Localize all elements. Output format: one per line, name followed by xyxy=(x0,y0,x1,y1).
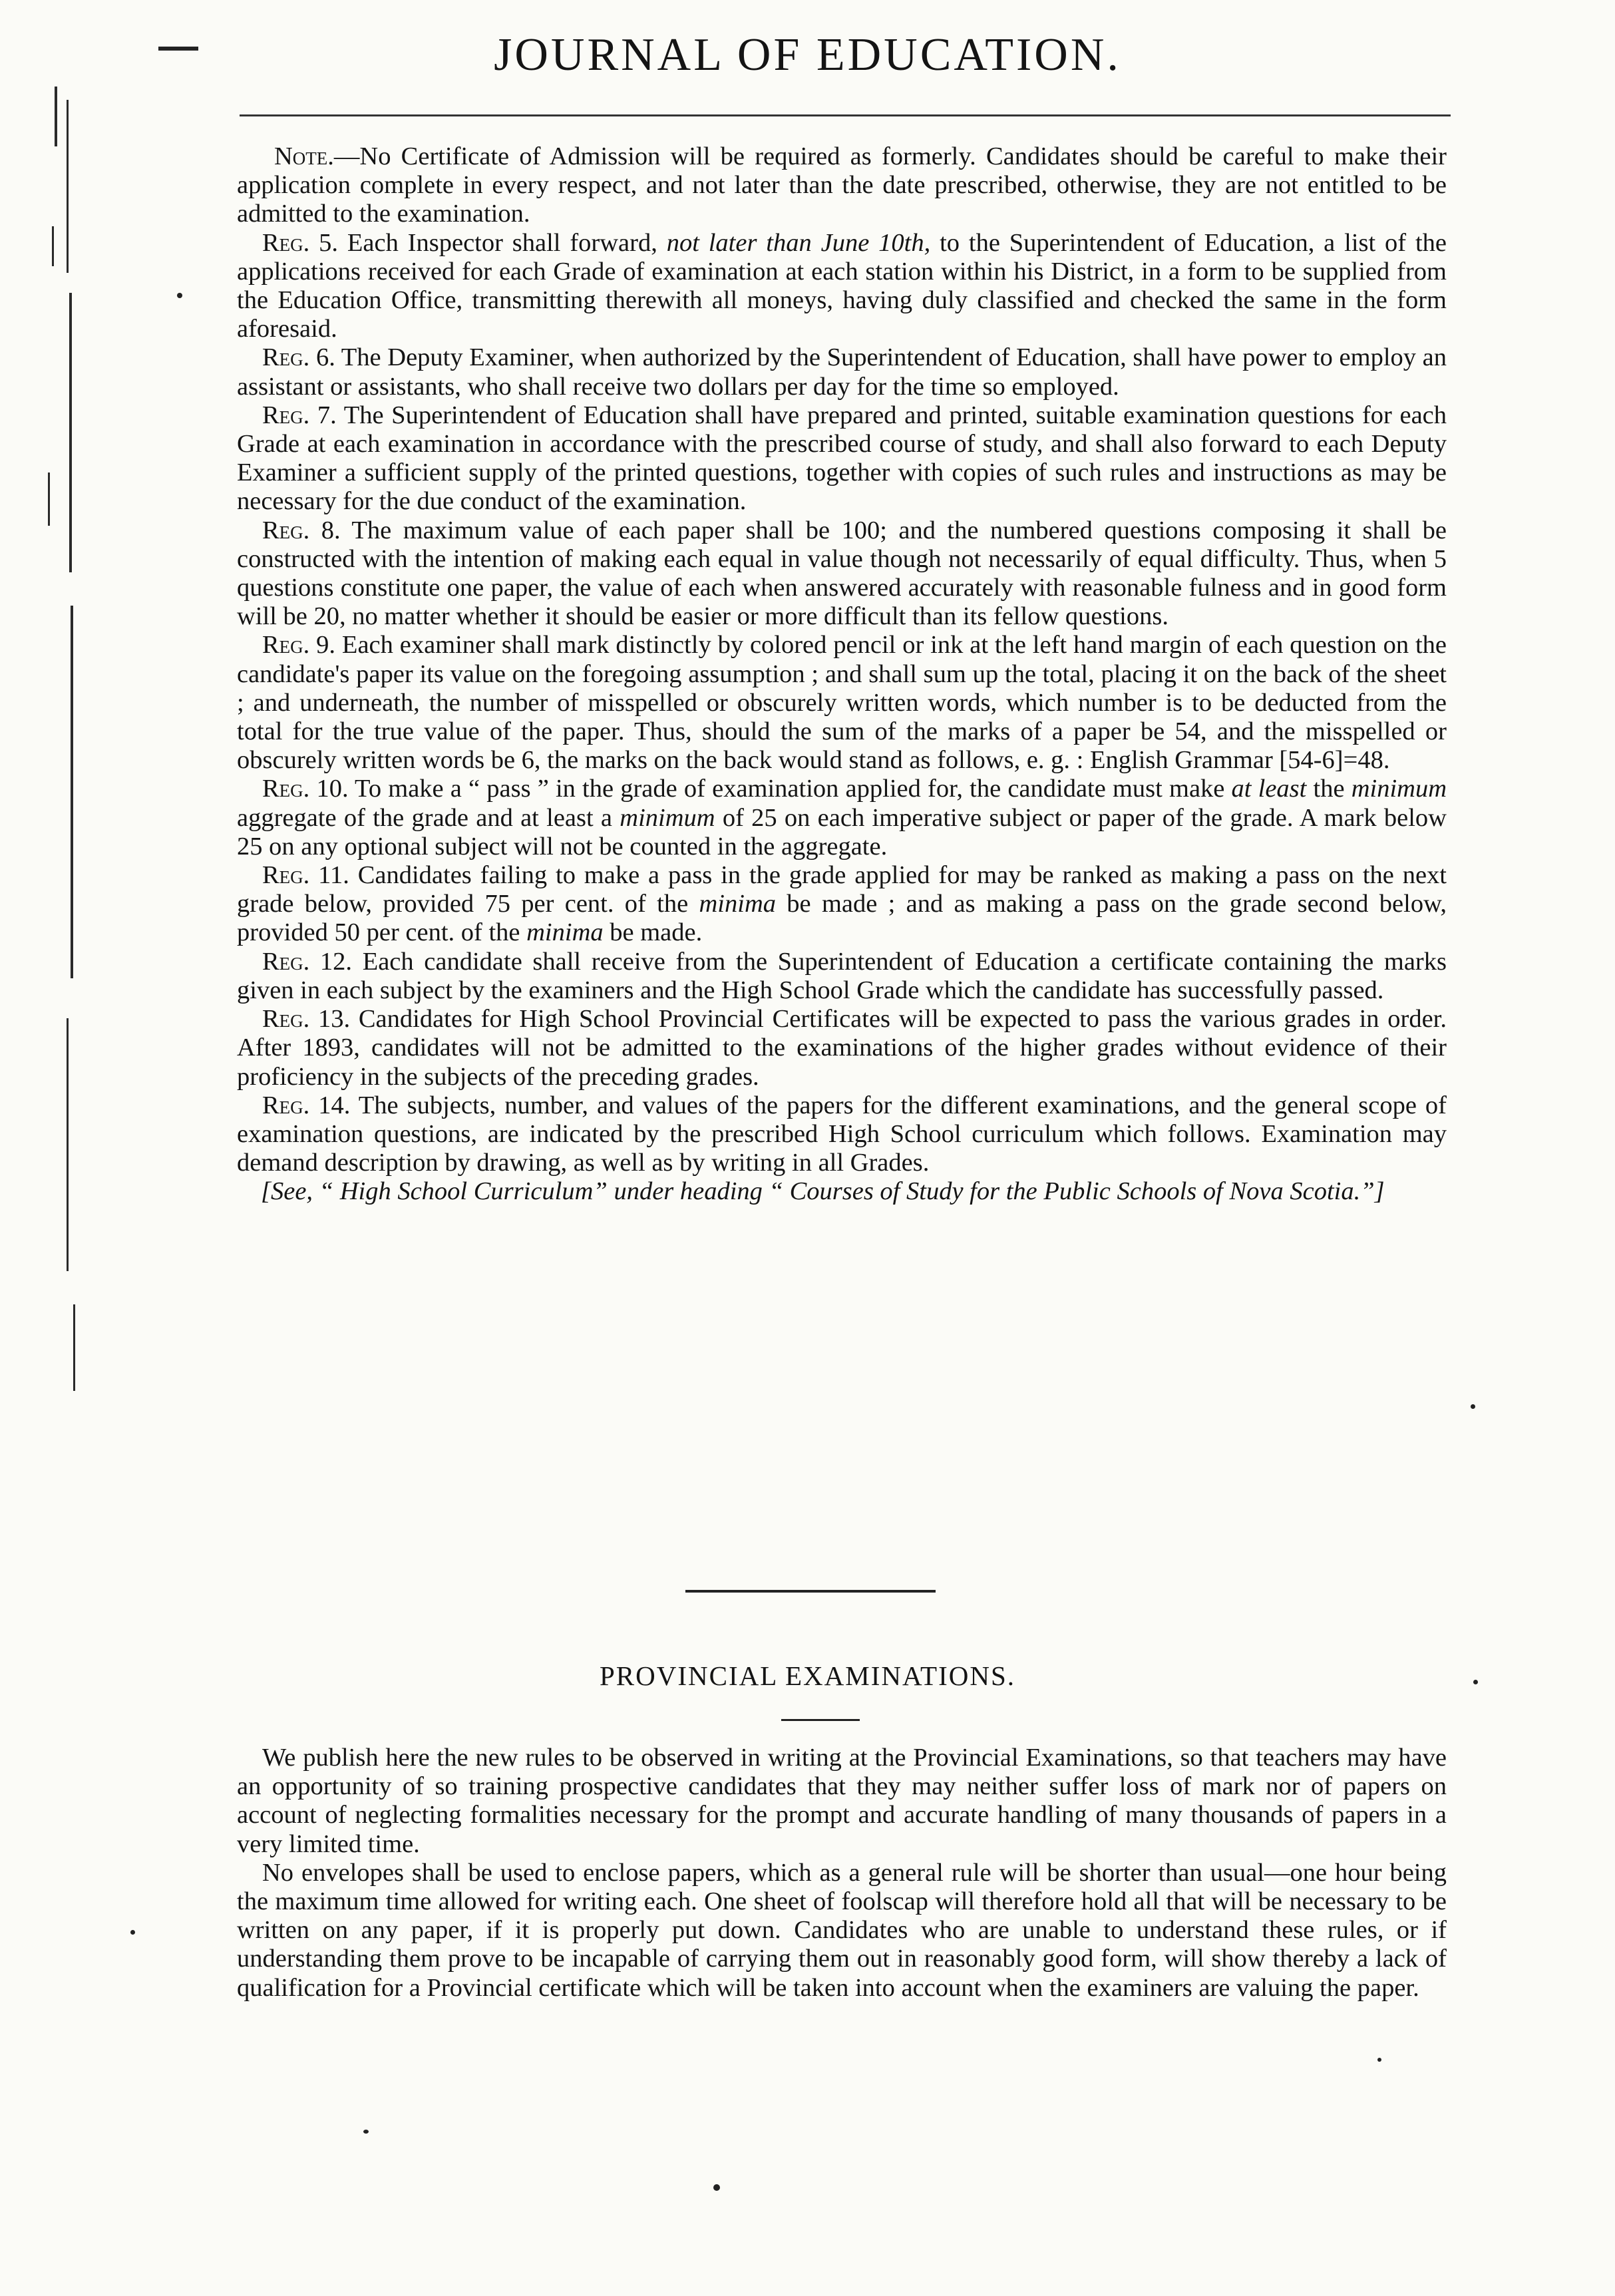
reg-12-text: Each candidate shall receive from the Superintendent of Education a certificate containing the marks given in each subject by the examiners and the High School Grade which the candidate has successfully passed. xyxy=(237,947,1447,1004)
scan-speck xyxy=(1471,1404,1475,1409)
reg-13 xyxy=(237,1005,1447,1091)
reg-7-label: Reg. 7. xyxy=(262,401,337,429)
reg-5-emphasis: not later than June 10th, xyxy=(666,228,931,257)
reg-9 xyxy=(237,631,1447,775)
reg-11-text-a: Candidates failing to make a pass in the grade applied for may be ranked as making a pass on the next grade below, provided 75 per cent. of the xyxy=(237,861,1447,918)
reg-10-text-d: of 25 on each imperative subject or paper of the grade. A mark below 25 on any optional subject will not be counted in the aggregate. xyxy=(237,803,1447,861)
reg-6-text: The Deputy Examiner, when authorized by the Superintendent of Education, shall have power to employ an assistant or assistants, who shall receive two dollars per day for the time so employed. xyxy=(237,343,1447,401)
note-label: Note. xyxy=(274,142,334,170)
section-title: PROVINCIAL EXAMINATIONS. xyxy=(599,1660,1016,1691)
provincial-paragraph-1: We publish here the new rules to be observed in writing at the Provincial Examinations, so that teachers may have an opportunity of so training prospective candidates that they may neither suffer loss of mark nor of papers on account of neglecting formalities necessary for the prompt and accurate handling of many thousands of papers in a very limited time. xyxy=(237,1744,1447,1858)
reg-9-text: Each examiner shall mark distinctly by colored pencil or ink at the left hand margin of each question on the candidate's paper its value on the foregoing assumption ; and shall sum up the total, placing it on the back of the sheet ; and underneath, the number of misspelled or obscurely written words, which number is to be deducted from the total for the true value of the paper. Thus, should the sum of the marks of a paper be 54, and the misspelled or obscurely written words be 6, the marks on the back would stand as follows, e. g. : English Grammar [54-6]=48. xyxy=(237,631,1447,775)
reg-10-emphasis-b: minimum xyxy=(1351,775,1447,803)
reg-5-text-a: Each Inspector shall forward, xyxy=(338,228,667,257)
scan-speck xyxy=(130,1930,135,1935)
reg-10-text-b: the xyxy=(1306,775,1351,803)
reg-11-label: Reg. 11. xyxy=(262,861,349,890)
reg-9-label: Reg. 9. xyxy=(262,631,336,660)
reg-11-emphasis-a: minima xyxy=(699,890,776,918)
reg-7 xyxy=(237,401,1447,516)
reg-6-label: Reg. 6. xyxy=(262,343,335,372)
reg-11-text-c: be made. xyxy=(603,918,703,947)
reg-10-emphasis-c: minimum xyxy=(620,803,715,832)
reg-10-label: Reg. 10. xyxy=(262,775,349,803)
reg-11-emphasis-b: minima xyxy=(526,918,604,947)
see-curriculum-note: [See, “ High School Curriculum” under heading “ Courses of Study for the Public Schools of Nova Scotia.”] xyxy=(261,1177,1385,1206)
title-underline-rule xyxy=(781,1719,860,1721)
running-head: JOURNAL OF EDUCATION. xyxy=(494,29,1121,81)
reg-7-text: The Superintendent of Education shall have prepared and printed, suitable examination questions for each Grade at each examination in accordance with the prescribed course of study, and shall also forward to each Deputy Examiner a sufficient supply of the printed questions, together with copies of such rules and instructions as may be necessary for the due conduct of the examination. xyxy=(237,401,1447,516)
reg-10-emphasis-a: at least xyxy=(1231,775,1307,803)
reg-12 xyxy=(237,948,1447,1005)
note-text: —No Certificate of Admission will be required as formerly. Candidates should be careful to make their application complete in every respect, and not later than the date prescribed, otherwise, they are not entitled to be admitted to the examination. xyxy=(237,142,1447,228)
reg-10-text-c: aggregate of the grade and at least a xyxy=(237,803,620,832)
provincial-text xyxy=(237,1744,1447,2003)
reg-10 xyxy=(237,775,1447,861)
scan-speck xyxy=(1473,1680,1478,1684)
scan-speck xyxy=(177,293,182,298)
scan-speck xyxy=(363,2130,369,2134)
scan-margin-marks xyxy=(40,73,87,1404)
reg-11-text-b: be made ; and as making a pass on the grade second below, provided 50 per cent. of the xyxy=(237,890,1447,947)
note-paragraph xyxy=(237,142,1447,229)
provincial-paragraph-2: No envelopes shall be used to enclose papers, which as a general rule will be shorter than usual—one hour being the maximum time allowed for writing each. One sheet of foolscap will therefore hold all that will be necessary to be written on any paper, if it is properly put down. Candidates who are unable to understand these rules, or if understanding them prove to be incapable of carrying them out in reasonably good form, will show thereby a lack of qualification for a Provincial certificate which will be taken into account when the examiners are valuing the paper. xyxy=(237,1858,1447,2002)
reg-8-text: The maximum value of each paper shall be 100; and the numbered questions composing it shall be constructed with the intention of making each equal in value though not necessarily of equal difficulty. Thus, when 5 questions constitute one paper, the value of each when answered accurately with reasonable fulness and in good form will be 20, no matter whether it should be easier or more difficult than its fellow questions. xyxy=(237,516,1447,631)
reg-13-text: Candidates for High School Provincial Certificates will be expected to pass the various grades in order. After 1893, candidates will not be admitted to the examinations of the higher grades without evidence of their proficiency in the subjects of the preceding grades. xyxy=(237,1005,1447,1091)
header-rule xyxy=(240,114,1451,116)
reg-10-text-a: To make a “ pass ” in the grade of examination applied for, the candidate must make xyxy=(348,775,1232,803)
reg-5 xyxy=(237,229,1447,344)
regulations-text xyxy=(237,142,1447,1207)
reg-14 xyxy=(237,1091,1447,1178)
reg-14-text: The subjects, number, and values of the papers for the different examinations, and the general scope of examination questions, are indicated by the prescribed High School curriculum which follows. Examination may demand description by drawing, as well as by writing in all Grades. xyxy=(237,1091,1447,1177)
scan-speck xyxy=(713,2184,720,2191)
reg-8 xyxy=(237,516,1447,632)
reg-11 xyxy=(237,861,1447,948)
reg-6 xyxy=(237,343,1447,401)
reg-13-label: Reg. 13. xyxy=(262,1005,351,1034)
reg-8-label: Reg. 8. xyxy=(262,516,341,544)
reg-12-label: Reg. 12. xyxy=(262,947,353,976)
reg-14-label: Reg. 14. xyxy=(262,1091,351,1119)
scan-speck xyxy=(1377,2058,1381,2062)
reg-5-label: Reg. 5. xyxy=(262,228,339,257)
section-divider-rule xyxy=(685,1590,936,1593)
reg-5-text-b: to the Superintendent of Education, a list of the applications received for each Grade of examination at each station within his District, in a form to be supplied from the Education Office, transmitting therewith all moneys, having duly classified and checked the same in the form aforesaid. xyxy=(237,228,1447,343)
